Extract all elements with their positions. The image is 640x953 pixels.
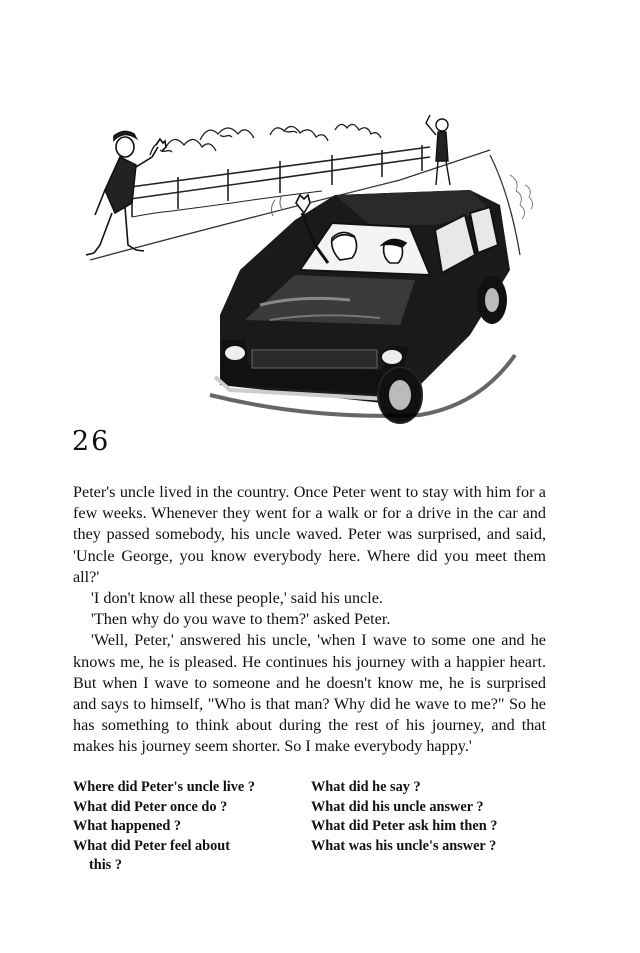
story-paragraph: Peter's uncle lived in the country. Once Peter went to stay with him for a few weeks. Whenever they went for a walk or for a drive in the car and they passed somebody, his uncle waved. Peter was surprised, and said, 'Uncle George, you know everybody here. Where did you meet them all?' <box>73 483 546 586</box>
story-paragraph: 'I don't know all these people,' said his uncle. <box>91 589 383 608</box>
man-waving-left <box>86 131 166 255</box>
question-item: What happened ? <box>73 818 182 835</box>
story-paragraph: 'Then why do you wave to them?' asked Peter. <box>91 610 391 629</box>
car-illustration <box>70 95 550 435</box>
car <box>210 190 515 423</box>
questions-left-column <box>73 778 303 876</box>
question-item-continuation: this ? <box>89 857 122 874</box>
chapter-number: 26 <box>72 426 111 457</box>
story-text <box>73 482 546 758</box>
question-item: What did he say ? <box>311 779 421 795</box>
man-far-right <box>426 115 450 185</box>
questions-right-column <box>311 778 543 856</box>
trees-scribble <box>150 124 381 155</box>
story-paragraph: 'Well, Peter,' answered his uncle, 'when I wave to some one and he knows me, he is pleased. He continues his journey with a happier heart. But when I wave to someone and he doesn't know me, he is surprised and says to himself, "Who is that man? Why did he wave to me?" So he has something to think about during the rest of his journey, and that makes his journey seem shorter. So I make everybody happy.' <box>73 631 546 756</box>
dust-clouds <box>510 175 533 219</box>
question-item: What did his uncle answer ? <box>311 798 484 815</box>
question-item: What did Peter ask him then ? <box>311 818 498 835</box>
question-item: What was his uncle's answer ? <box>311 837 497 854</box>
question-item: What did Peter once do ? <box>73 798 228 815</box>
question-item: What did Peter feel about <box>73 837 230 854</box>
question-item: Where did Peter's uncle live ? <box>73 779 255 795</box>
